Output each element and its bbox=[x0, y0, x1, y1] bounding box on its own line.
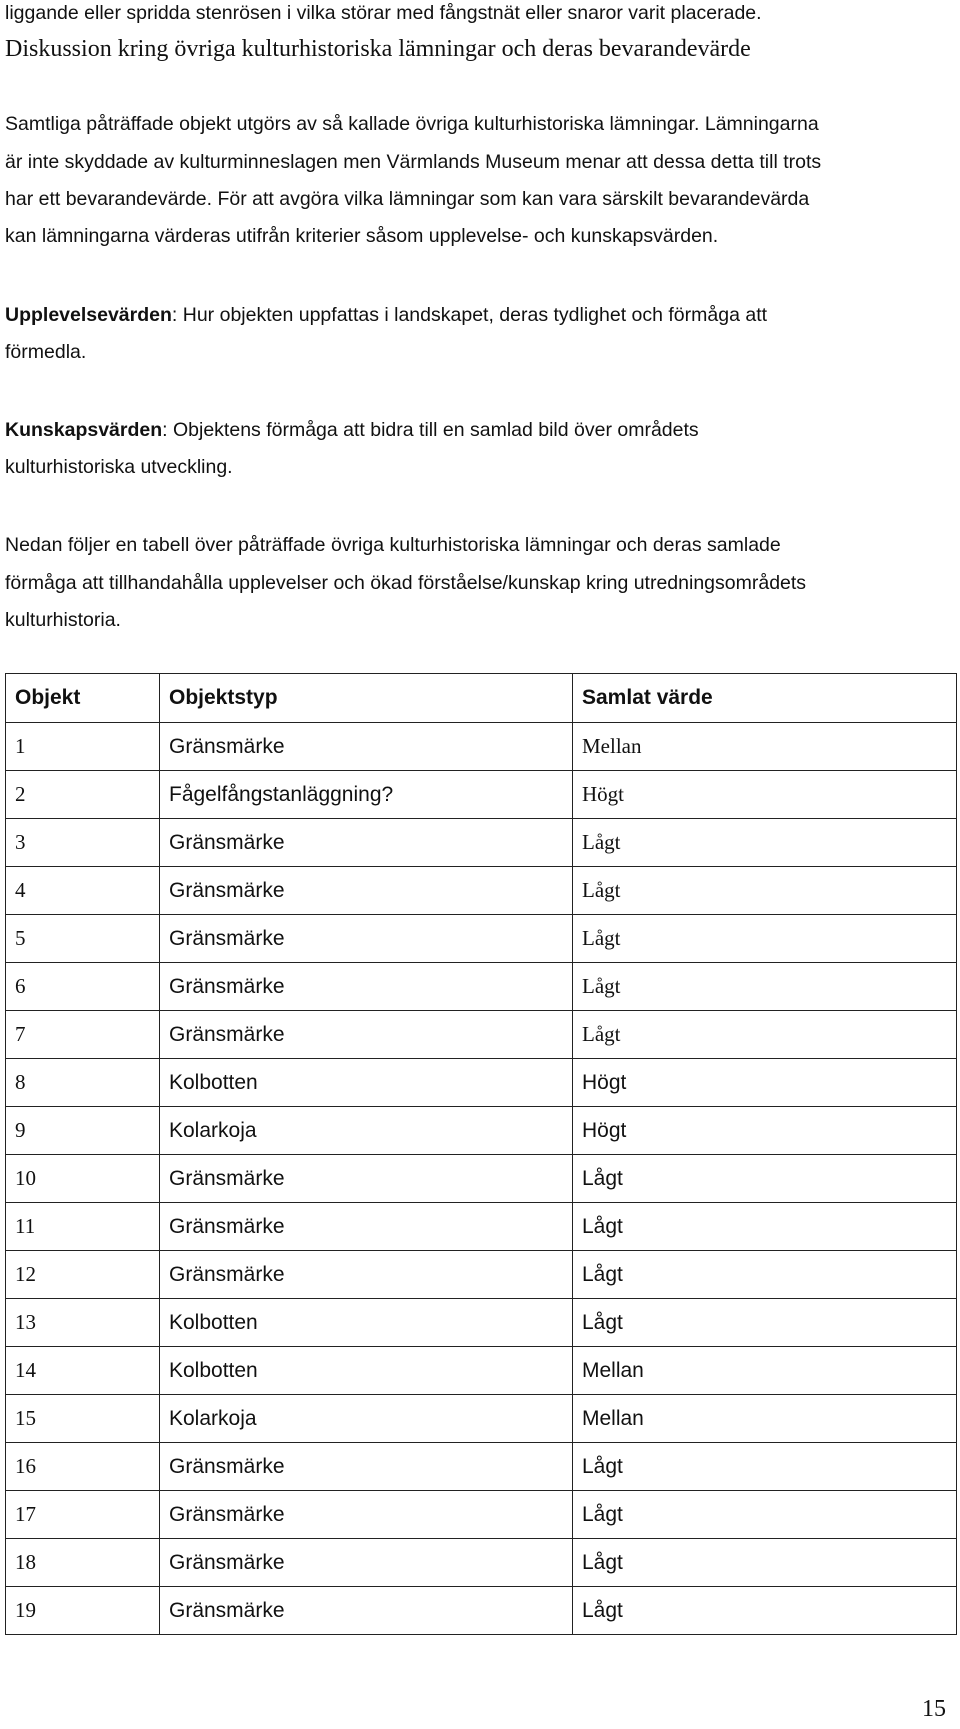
cell-objektstyp: Gränsmärke bbox=[160, 819, 573, 867]
table-row bbox=[6, 723, 957, 771]
paragraph-line: Samtliga påträffade objekt utgörs av så kallade övriga kulturhistoriska lämningar. Lämningarna bbox=[5, 113, 819, 135]
cell-objektstyp: Kolbotten bbox=[160, 1347, 573, 1395]
cell-objekt: 11 bbox=[6, 1203, 160, 1251]
table-row bbox=[6, 1011, 957, 1059]
table-row bbox=[6, 1155, 957, 1203]
header-samlat-varde: Samlat värde bbox=[573, 674, 957, 723]
cell-objektstyp: Gränsmärke bbox=[160, 1491, 573, 1539]
cell-objekt: 6 bbox=[6, 963, 160, 1011]
cell-objekt: 9 bbox=[6, 1107, 160, 1155]
table-row bbox=[6, 1539, 957, 1587]
cell-samlat-varde: Högt bbox=[573, 1107, 957, 1155]
cell-samlat-varde: Lågt bbox=[573, 1011, 957, 1059]
cell-objektstyp: Kolarkoja bbox=[160, 1107, 573, 1155]
table-row bbox=[6, 915, 957, 963]
cell-objekt: 19 bbox=[6, 1587, 160, 1635]
table-row bbox=[6, 771, 957, 819]
table-row bbox=[6, 1491, 957, 1539]
cell-samlat-varde: Lågt bbox=[573, 819, 957, 867]
table-row bbox=[6, 1587, 957, 1635]
cell-samlat-varde: Lågt bbox=[573, 1203, 957, 1251]
cell-objektstyp: Gränsmärke bbox=[160, 1251, 573, 1299]
paragraph-line: är inte skyddade av kulturminneslagen men Värmlands Museum menar att dessa detta till trots bbox=[5, 151, 822, 173]
term-kunskapsvarden: Kunskapsvärden bbox=[5, 419, 163, 441]
table-header-row bbox=[6, 674, 957, 723]
paragraph-line: kan lämningarna värderas utifrån kriterier såsom upplevelse- och kunskapsvärden. bbox=[5, 225, 719, 247]
page-number: 15 bbox=[922, 1696, 946, 1722]
definition-text: : Objektens förmåga att bidra till en samlad bild över områdets bbox=[162, 419, 699, 441]
cell-objekt: 12 bbox=[6, 1251, 160, 1299]
cell-objektstyp: Gränsmärke bbox=[160, 1155, 573, 1203]
cell-objekt: 14 bbox=[6, 1347, 160, 1395]
cell-objektstyp: Kolbotten bbox=[160, 1059, 573, 1107]
cell-objekt: 15 bbox=[6, 1395, 160, 1443]
objects-table-body bbox=[6, 674, 957, 1635]
cell-objektstyp: Gränsmärke bbox=[160, 1587, 573, 1635]
cell-samlat-varde: Lågt bbox=[573, 1443, 957, 1491]
header-objektstyp: Objektstyp bbox=[160, 674, 573, 723]
table-row bbox=[6, 1299, 957, 1347]
cell-objektstyp: Gränsmärke bbox=[160, 1203, 573, 1251]
definition-upplevelse bbox=[5, 304, 767, 327]
cell-objektstyp: Kolarkoja bbox=[160, 1395, 573, 1443]
cell-objekt: 13 bbox=[6, 1299, 160, 1347]
cell-objekt: 7 bbox=[6, 1011, 160, 1059]
cell-objektstyp: Fågelfångstanläggning? bbox=[160, 771, 573, 819]
cell-objekt: 2 bbox=[6, 771, 160, 819]
cell-samlat-varde: Mellan bbox=[573, 1395, 957, 1443]
cell-samlat-varde: Mellan bbox=[573, 1347, 957, 1395]
table-row bbox=[6, 963, 957, 1011]
table-row bbox=[6, 1443, 957, 1491]
table-row bbox=[6, 1107, 957, 1155]
cell-objektstyp: Gränsmärke bbox=[160, 963, 573, 1011]
definition-kunskap bbox=[5, 419, 699, 442]
cell-samlat-varde: Lågt bbox=[573, 1299, 957, 1347]
cell-objekt: 8 bbox=[6, 1059, 160, 1107]
definition-text: : Hur objekten uppfattas i landskapet, deras tydlighet och förmåga att bbox=[171, 304, 768, 326]
paragraph-line: förmåga att tillhandahålla upplevelser och ökad förståelse/kunskap kring utredningsområdets bbox=[5, 572, 807, 594]
cell-objektstyp: Gränsmärke bbox=[160, 723, 573, 771]
definition-continuation: kulturhistoriska utveckling. bbox=[5, 456, 233, 478]
header-objekt: Objekt bbox=[6, 674, 160, 723]
cell-samlat-varde: Lågt bbox=[573, 1251, 957, 1299]
paragraph-line: har ett bevarandevärde. För att avgöra vilka lämningar som kan vara särskilt bevarandevärda bbox=[5, 188, 810, 210]
cell-objektstyp: Gränsmärke bbox=[160, 1443, 573, 1491]
cell-objektstyp: Kolbotten bbox=[160, 1299, 573, 1347]
cell-objekt: 3 bbox=[6, 819, 160, 867]
objects-table bbox=[5, 673, 957, 1635]
paragraph-line: kulturhistoria. bbox=[5, 609, 121, 631]
paragraph-line: Nedan följer en tabell över påträffade övriga kulturhistoriska lämningar och deras samlade bbox=[5, 534, 781, 556]
table-row bbox=[6, 819, 957, 867]
cell-objekt: 10 bbox=[6, 1155, 160, 1203]
cell-objekt: 18 bbox=[6, 1539, 160, 1587]
section-heading: Diskussion kring övriga kulturhistoriska lämningar och deras bevarandevärde bbox=[5, 36, 751, 62]
cell-objekt: 17 bbox=[6, 1491, 160, 1539]
cell-objektstyp: Gränsmärke bbox=[160, 1011, 573, 1059]
cell-objekt: 5 bbox=[6, 915, 160, 963]
table-row bbox=[6, 1347, 957, 1395]
cell-objekt: 4 bbox=[6, 867, 160, 915]
table-row bbox=[6, 1395, 957, 1443]
cell-objekt: 1 bbox=[6, 723, 160, 771]
cell-samlat-varde: Lågt bbox=[573, 1155, 957, 1203]
definition-continuation: förmedla. bbox=[5, 341, 87, 363]
cell-samlat-varde: Mellan bbox=[573, 723, 957, 771]
cell-samlat-varde: Lågt bbox=[573, 963, 957, 1011]
top-line-text: liggande eller spridda stenrösen i vilka störar med fångstnät eller snaror varit placerade. bbox=[5, 2, 762, 24]
cell-objektstyp: Gränsmärke bbox=[160, 1539, 573, 1587]
cell-samlat-varde: Högt bbox=[573, 1059, 957, 1107]
table-row bbox=[6, 1203, 957, 1251]
cell-objektstyp: Gränsmärke bbox=[160, 867, 573, 915]
cell-samlat-varde: Lågt bbox=[573, 1587, 957, 1635]
table-row bbox=[6, 1251, 957, 1299]
cell-objekt: 16 bbox=[6, 1443, 160, 1491]
table-row bbox=[6, 867, 957, 915]
cell-objektstyp: Gränsmärke bbox=[160, 915, 573, 963]
cell-samlat-varde: Högt bbox=[573, 771, 957, 819]
term-upplevelsevarden: Upplevelsevärden bbox=[5, 304, 172, 326]
cell-samlat-varde: Lågt bbox=[573, 915, 957, 963]
cell-samlat-varde: Lågt bbox=[573, 1539, 957, 1587]
cell-samlat-varde: Lågt bbox=[573, 1491, 957, 1539]
table-row bbox=[6, 1059, 957, 1107]
cell-samlat-varde: Lågt bbox=[573, 867, 957, 915]
